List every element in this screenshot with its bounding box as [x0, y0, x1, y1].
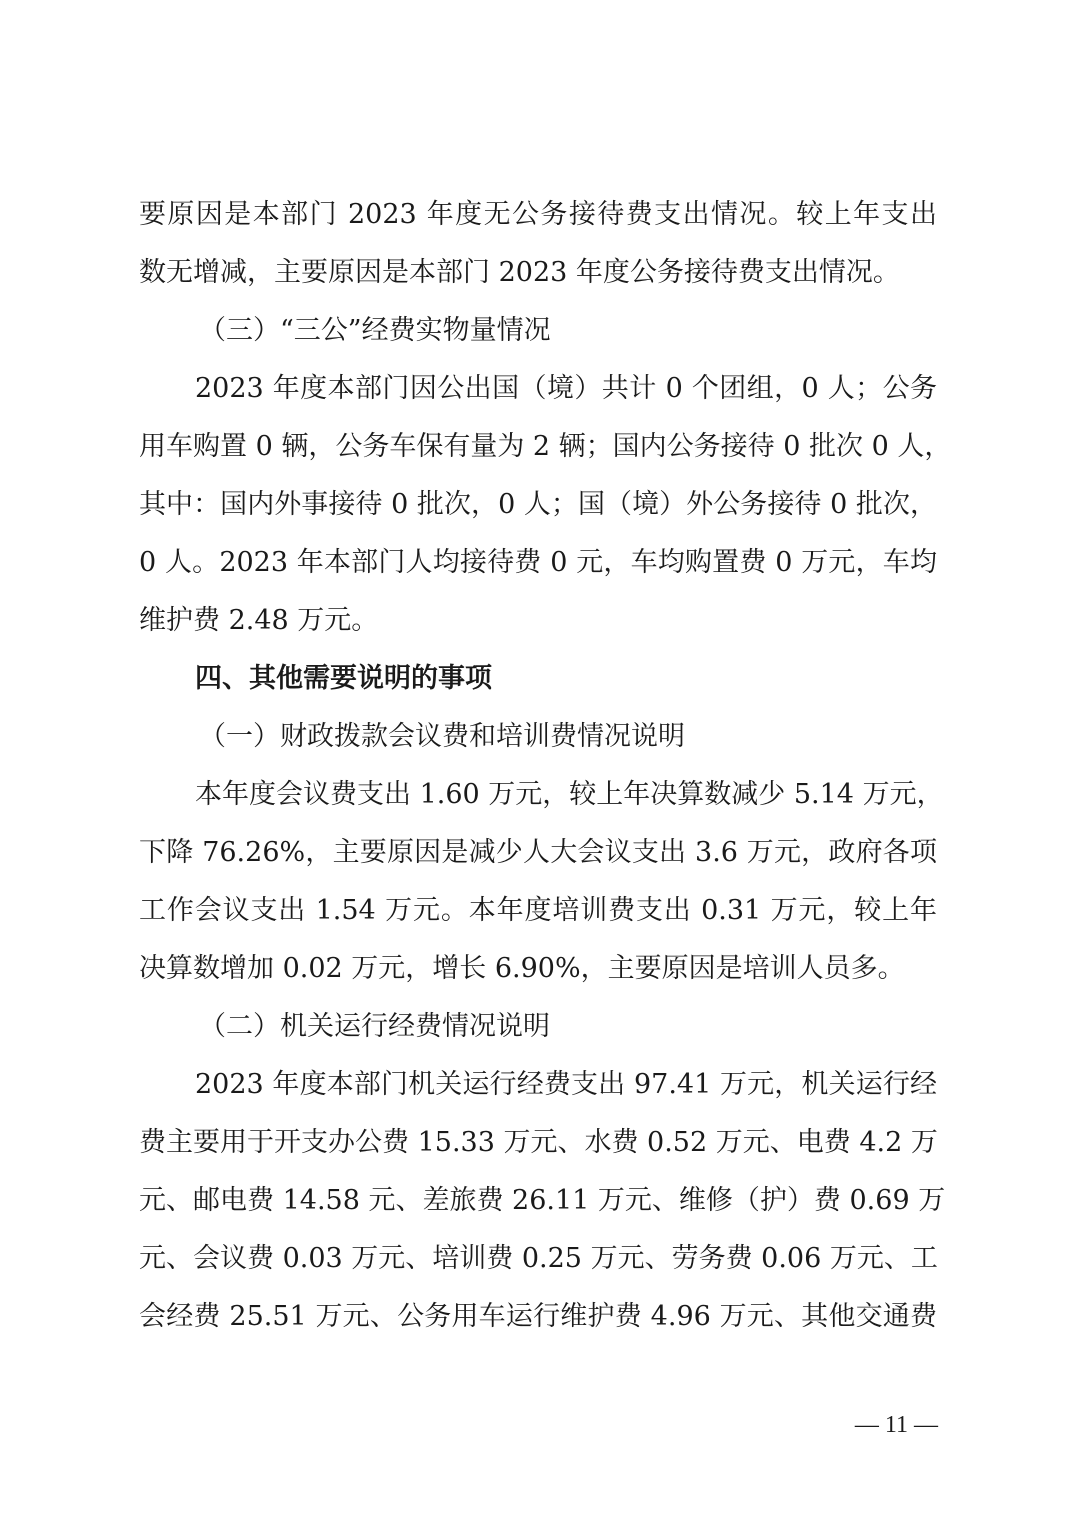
section-subheading: （一）财政拨款会议费和培训费情况说明 [199, 721, 685, 752]
paragraph-line: 其中：国内外事接待 0 批次，0 人；国（境）外公务接待 0 批次， [139, 489, 937, 520]
paragraph-line: 决算数增加 0.02 万元，增长 6.90%，主要原因是培训人员多。 [139, 953, 905, 984]
paragraph-line: 0 人。2023 年本部门人均接待费 0 元，车均购置费 0 万元，车均 [139, 547, 937, 578]
section-subheading: （三）“三公”经费实物量情况 [199, 315, 551, 346]
paragraph-line: 本年度会议费支出 1.60 万元，较上年决算数减少 5.14 万元， [195, 779, 944, 810]
paragraph-line: 会经费 25.51 万元、公务用车运行维护费 4.96 万元、其他交通费 [139, 1301, 937, 1332]
section-subheading: （二）机关运行经费情况说明 [199, 1011, 550, 1042]
document-page [139, 186, 952, 1346]
paragraph-line: 下降 76.26%，主要原因是减少人大会议支出 3.6 万元，政府各项 [139, 837, 937, 868]
paragraph-line: 2023 年度本部门机关运行经费支出 97.41 万元，机关运行经 [195, 1069, 937, 1100]
paragraph-line: 数无增减，主要原因是本部门 2023 年度公务接待费支出情况。 [139, 257, 900, 288]
paragraph-line: 费主要用于开支办公费 15.33 万元、水费 0.52 万元、电费 4.2 万 [139, 1127, 938, 1158]
paragraph-line: 维护费 2.48 万元。 [139, 605, 379, 636]
paragraph-line: 要原因是本部门 2023 年度无公务接待费支出情况。较上年支出 [139, 199, 937, 230]
paragraph-line: 工作会议支出 1.54 万元。本年度培训费支出 0.31 万元，较上年 [139, 895, 937, 926]
paragraph-line: 2023 年度本部门因公出国（境）共计 0 个团组，0 人；公务 [195, 373, 937, 404]
paragraph-line: 元、邮电费 14.58 元、差旅费 26.11 万元、维修（护）费 0.69 万 [139, 1185, 946, 1216]
paragraph-line: 元、会议费 0.03 万元、培训费 0.25 万元、劳务费 0.06 万元、工 [139, 1243, 938, 1274]
paragraph-line: 用车购置 0 辆，公务车保有量为 2 辆；国内公务接待 0 批次 0 人， [139, 431, 952, 462]
page-number: — 11 — [854, 1412, 938, 1438]
section-heading: 四、其他需要说明的事项 [195, 663, 492, 694]
